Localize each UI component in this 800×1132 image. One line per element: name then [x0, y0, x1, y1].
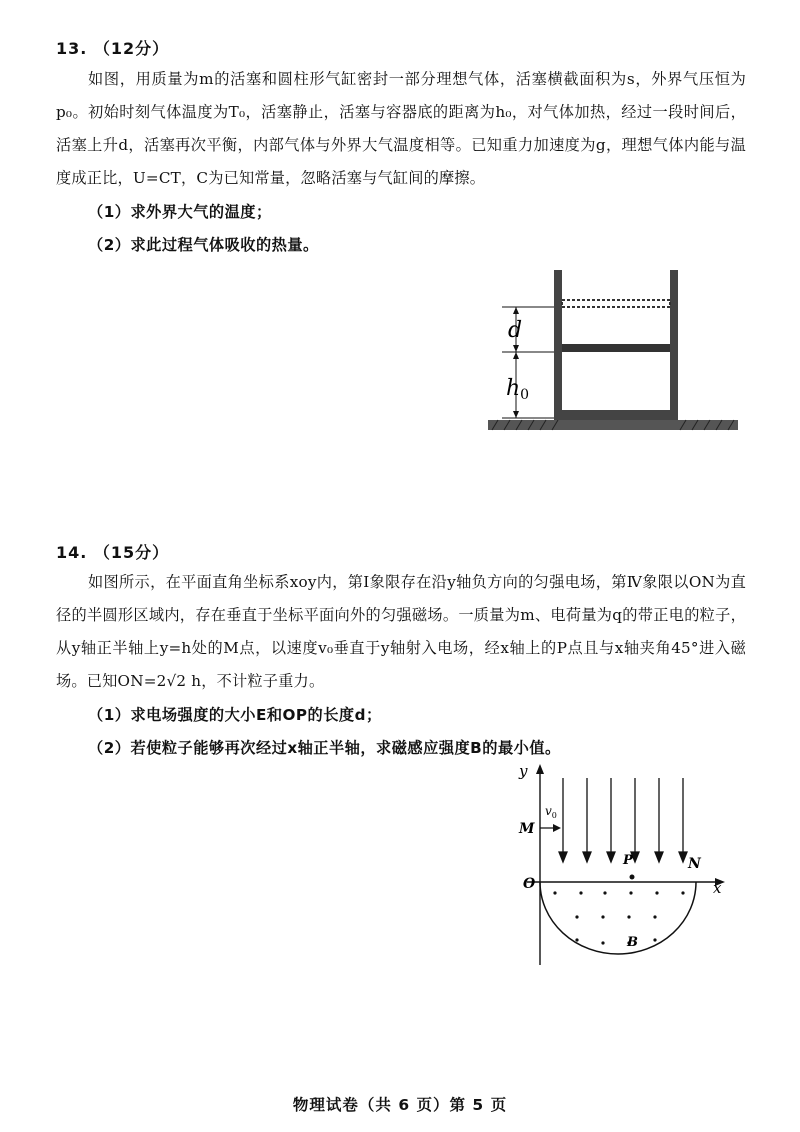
q13-header: 13. （12分） — [56, 39, 170, 58]
label-d: d — [508, 318, 523, 343]
q14-sub2: （2）若使粒子能够再次经过x轴正半轴，求磁感应强度B的最小值。 — [88, 739, 561, 757]
q14-header: 14. （15分） — [56, 543, 170, 562]
q13-paragraph: 如图，用质量为m的活塞和圆柱形气缸密封一部分理想气体，活塞横截面积为s，外界气压恒为p₀。初始时刻气体温度为T₀，活塞静止，活塞与容器底的距离为h₀，对气体加热，经过一段时间后，活塞上升d，活塞再次平衡，内部气体与外界大气温度相等。已知重力加速度为g，理想气体内能与温度成正比，U=CT，C为已知常量，忽略活塞与气缸间的摩擦。 — [56, 70, 746, 187]
point-P — [630, 875, 635, 880]
q14-field-figure — [505, 760, 745, 970]
magnetic-field-dots — [553, 891, 684, 944]
label-y: y — [519, 762, 528, 780]
label-v0: $v_0$ — [545, 804, 557, 820]
label-B: B — [627, 935, 638, 950]
q13-cylinder-figure — [480, 262, 750, 442]
q13-sub2: （2）求此过程气体吸收的热量。 — [88, 236, 319, 254]
cylinder-bottom — [554, 410, 678, 420]
ground — [488, 420, 738, 430]
q14-sub1: （1）求电场强度的大小E和OP的长度d； — [88, 706, 382, 724]
q14-paragraph: 如图所示，在平面直角坐标系xoy内，第Ⅰ象限存在沿y轴负方向的匀强电场，第Ⅳ象限以ON为直径的半圆形区域内，存在垂直于坐标平面向外的匀强磁场。一质量为m、电荷量为q的带正电的粒子，从y轴正半轴上y=h处的M点，以速度v₀垂直于y轴射入电场，经x轴上的P点且与x轴夹角45°进入磁场。已知ON=2√2 h，不计粒子重力。 — [56, 573, 746, 690]
label-x: x — [713, 879, 722, 897]
label-M: M — [519, 821, 535, 837]
label-h0: h0 — [506, 376, 530, 403]
piston-final — [562, 300, 670, 307]
electric-field-arrows — [559, 778, 687, 862]
magnetic-region-semicircle — [540, 882, 696, 954]
label-N: N — [688, 856, 701, 872]
cylinder-left-wall — [554, 270, 562, 420]
cylinder-right-wall — [670, 270, 678, 420]
page-footer: 物理试卷（共 6 页）第 5 页 — [292, 1096, 508, 1114]
q13-sub1: （1）求外界大气的温度； — [88, 203, 272, 221]
piston-initial — [562, 344, 670, 352]
label-O: O — [523, 876, 536, 892]
label-P: P — [623, 853, 633, 868]
